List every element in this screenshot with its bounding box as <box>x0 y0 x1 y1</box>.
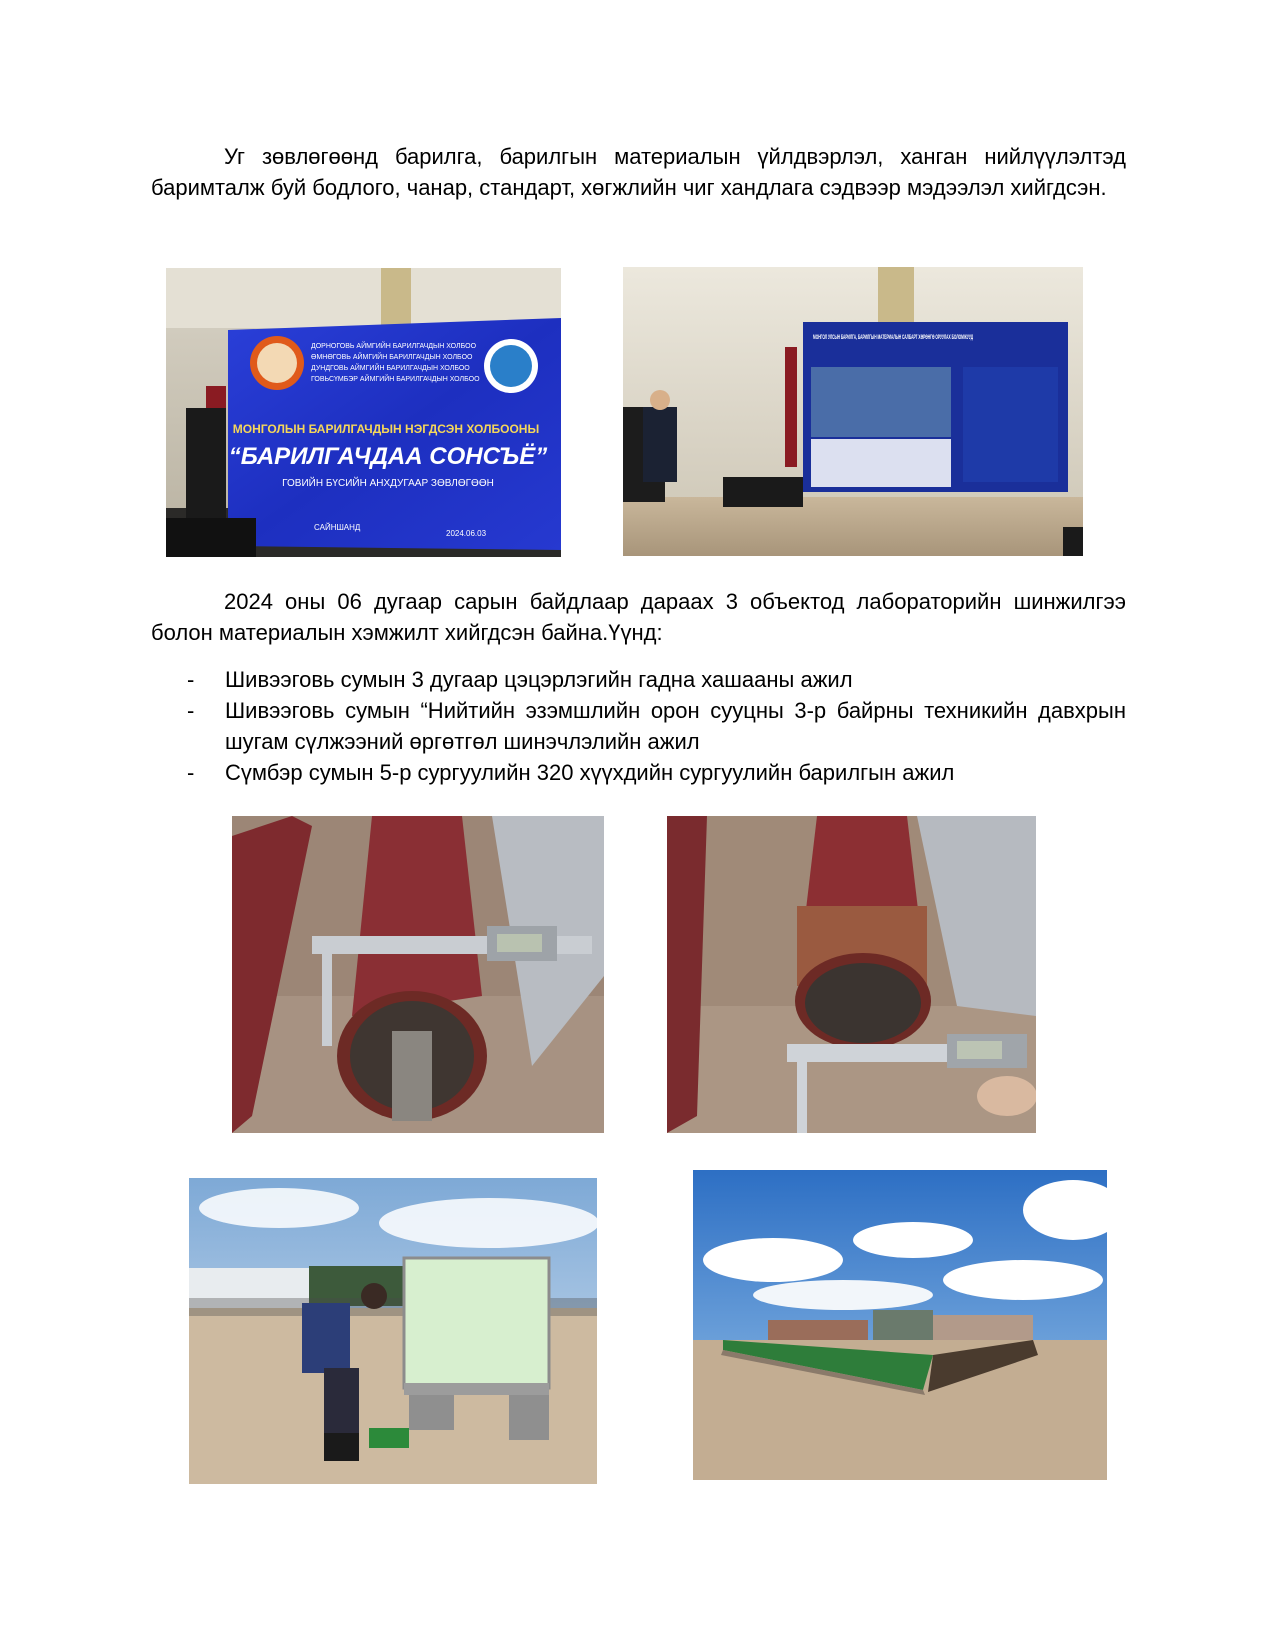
screen-logo-line-3: ДУНДГОВЬ АЙМГИЙН БАРИЛГАЧДЫН ХОЛБОО <box>311 365 470 372</box>
screen-event-title: “БАРИЛГАЧДАА СОНСЪЁ” <box>228 443 548 470</box>
list-dash: - <box>187 698 195 723</box>
slide-title: МОНГОЛ УЛСЫН БАРИЛГА, БАРИЛГЫН МАТЕРИАЛЫН САЛБАРТ ХӨРӨНГӨ ОРУУЛАХ БОЛОМЖУУД <box>813 335 974 341</box>
pipe-caliper-photo-2 <box>667 816 1036 1133</box>
objects-list <box>151 664 1126 788</box>
screen-logo-line-2: ӨМНӨГОВЬ АЙМГИЙН БАРИЛГАЧДЫН ХОЛБОО <box>311 354 473 361</box>
intro-paragraph-text: Уг зөвлөгөөнд барилга, барилгын материалын үйлдвэрлэл, ханган нийлүүлэлтэд баримталж буй бодлого, чанар, стандарт, хөгжлийн чиг хандлага сэдвээр мэдээлэл хийгдсэн. <box>151 144 1126 200</box>
list-item-text: Шивээговь сумын 3 дугаар цэцэрлэгийн гадна хашааны ажил <box>225 667 853 692</box>
screen-logo-line-1: ДОРНОГОВЬ АЙМГИЙН БАРИЛГАЧДЫН ХОЛБОО <box>311 343 477 350</box>
list-dash: - <box>187 760 195 785</box>
site-worker-photo <box>189 1178 597 1484</box>
list-item-text: Сүмбэр сумын 5-р сургуулийн 320 хүүхдийн сургуулийн барилгын ажил <box>225 760 955 785</box>
screen-logo-line-4: ГОВЬСҮМБЭР АЙМГИЙН БАРИЛГАЧДЫН ХОЛБОО <box>311 376 480 383</box>
screen-place: САЙНШАНД <box>314 523 361 532</box>
screen-date: 2024.06.03 <box>446 529 487 538</box>
objects-paragraph-text: 2024 оны 06 дугаар сарын байдлаар дараах 3 объектод лабораторийн шинжилгээ болон материалын хэмжилт хийгдсэн байна.Үүнд: <box>151 589 1126 645</box>
pipe-caliper-photo-1 <box>232 816 604 1133</box>
screen-event-subtitle: ГОВИЙН БҮСИЙН АНХДУГААР ЗӨВЛӨГӨӨН <box>282 478 494 489</box>
list-dash: - <box>187 667 195 692</box>
intro-paragraph <box>151 141 1126 203</box>
conference-screen-photo <box>166 268 561 557</box>
list-item-text: Шивээговь сумын “Нийтийн эзэмшлийн орон сууцны 3-р байрны техникийн давхрын шугам сүлжээний өргөтгөл шинэчлэлийн ажил <box>225 698 1126 754</box>
green-fence-photo <box>693 1170 1107 1480</box>
list-item <box>151 757 1126 788</box>
list-item <box>151 695 1126 757</box>
objects-paragraph <box>151 586 1126 648</box>
presenter-photo <box>623 267 1083 556</box>
list-item <box>151 664 1126 695</box>
screen-org-line: МОНГОЛЫН БАРИЛГАЧДЫН НЭГДСЭН ХОЛБООНЫ <box>232 422 540 436</box>
